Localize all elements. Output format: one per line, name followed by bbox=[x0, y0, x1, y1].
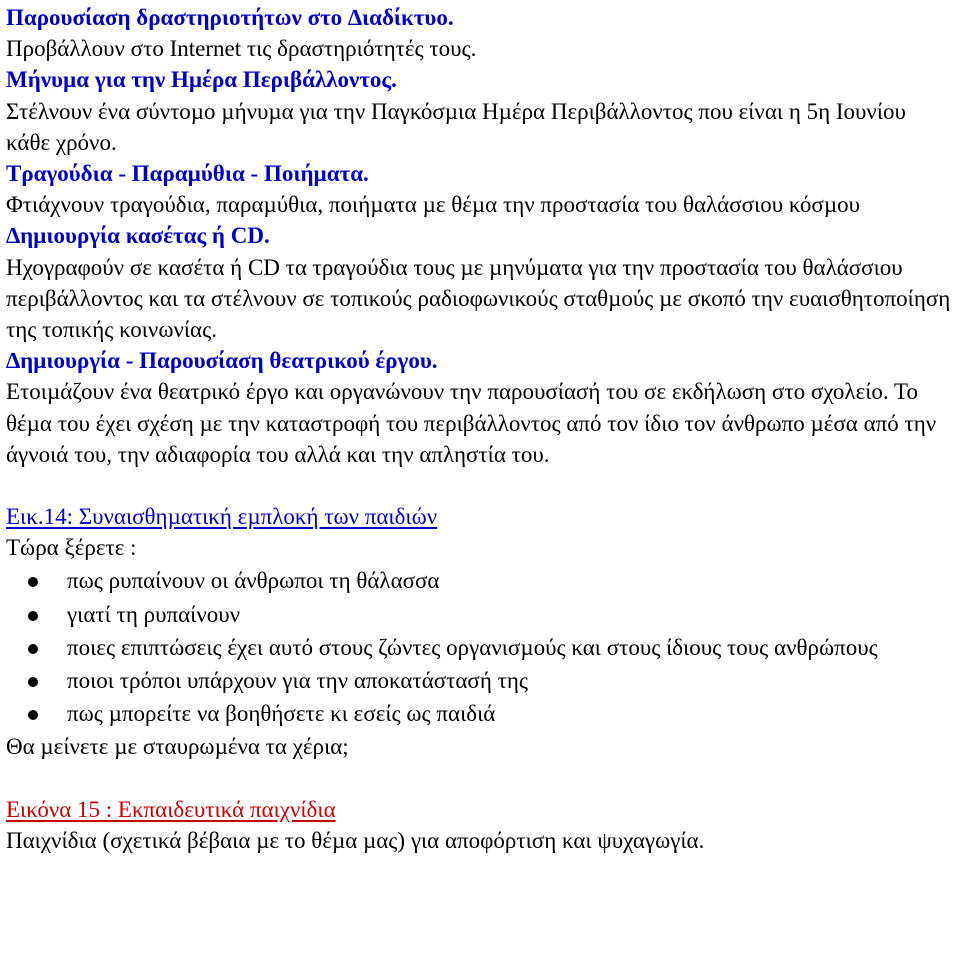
blank-line bbox=[6, 470, 954, 501]
figure-15-block bbox=[6, 794, 954, 856]
closing-question: Θα µείνετε µε σταυρωµένα τα χέρια; bbox=[6, 734, 349, 760]
section-environment-day bbox=[6, 64, 954, 158]
figure-15-caption: Εικόνα 15 : Εκπαιδευτικά παιχνίδια bbox=[6, 796, 336, 822]
section-body: Ετοιµάζουν ένα θεατρικό έργο και οργανώνουν την παρουσίασή του σε εκδήλωση στο σχολείο. Το θέµα του έχει σχέση µε την καταστροφή του περιβάλλοντος από τον ίδιο τον άνθρωπο µέσα από την άγνοιά του, την αδιαφορία του αλλά και την απληστία του. bbox=[6, 379, 937, 467]
list-item: πως µπορείτε να βοηθήσετε κι εσείς ως παιδιά bbox=[6, 698, 954, 729]
section-heading: ∆ηµιουργία - Παρουσίαση θεατρικού έργου. bbox=[6, 348, 438, 374]
list-item: ποιοι τρόποι υπάρχουν για την αποκατάστασή της bbox=[6, 665, 954, 696]
section-heading: Παρουσίαση δραστηριοτήτων στο ∆ιαδίκτυο. bbox=[6, 5, 454, 30]
section-internet bbox=[6, 2, 954, 64]
now-you-know-intro: Τώρα ξέρετε : bbox=[6, 535, 137, 561]
section-body: Στέλνουν ένα σύντοµο µήνυµα για την Παγκόσµια Ηµέρα Περιβάλλοντος που είναι η 5η Ιουνίου κάθε χρόνο. bbox=[6, 98, 906, 155]
list-item: πως ρυπαίνουν οι άνθρωποι τη θάλασσα bbox=[6, 565, 954, 596]
blank-line bbox=[6, 763, 954, 794]
list-item: ποιες επιπτώσεις έχει αυτό στους ζώντες οργανισµούς και στους ίδιους τους ανθρώπους bbox=[6, 632, 954, 663]
section-cassette bbox=[6, 220, 954, 345]
bullet-icon bbox=[28, 644, 38, 654]
section-theatre bbox=[6, 345, 954, 470]
bullet-icon bbox=[28, 611, 38, 621]
list-item: γιατί τη ρυπαίνουν bbox=[6, 599, 954, 630]
section-heading: Μήνυµα για την Ηµέρα Περιβάλλοντος. bbox=[6, 67, 397, 93]
section-heading: Τραγούδια - Παραµύθια - Ποιήµατα. bbox=[6, 161, 369, 187]
section-body: Προβάλλουν στο Internet τις δραστηριότητές τους. bbox=[6, 36, 477, 62]
figure-15-body: Παιχνίδια (σχετικά βέβαια µε το θέµα µας) για αποφόρτιση και ψυχαγωγία. bbox=[6, 827, 705, 853]
knowledge-list bbox=[6, 565, 954, 729]
bullet-icon bbox=[28, 577, 38, 587]
section-songs bbox=[6, 158, 954, 220]
section-body: Φτιάχνουν τραγούδια, παραµύθια, ποιήµατα µε θέµα την προστασία του θαλάσσιου κόσµου bbox=[6, 192, 860, 218]
section-heading: ∆ηµιουργία κασέτας ή CD. bbox=[6, 223, 270, 249]
document-page bbox=[6, 2, 954, 856]
section-body: Ηχογραφούν σε κασέτα ή CD τα τραγούδια τους µε µηνύµατα για την προστασία του θαλάσσιου περιβάλλοντος και τα στέλνουν σε τοπικούς ραδιοφωνικούς σταθµούς µε σκοπό την ευαισθητοποίηση της τοπικής κοινωνίας. bbox=[6, 254, 951, 343]
bullet-icon bbox=[28, 710, 38, 720]
figure-14-caption: Εικ.14: Συναισθηµατική εµπλοκή των παιδιών bbox=[6, 504, 438, 530]
bullet-icon bbox=[28, 677, 38, 687]
figure-14-block bbox=[6, 501, 954, 763]
